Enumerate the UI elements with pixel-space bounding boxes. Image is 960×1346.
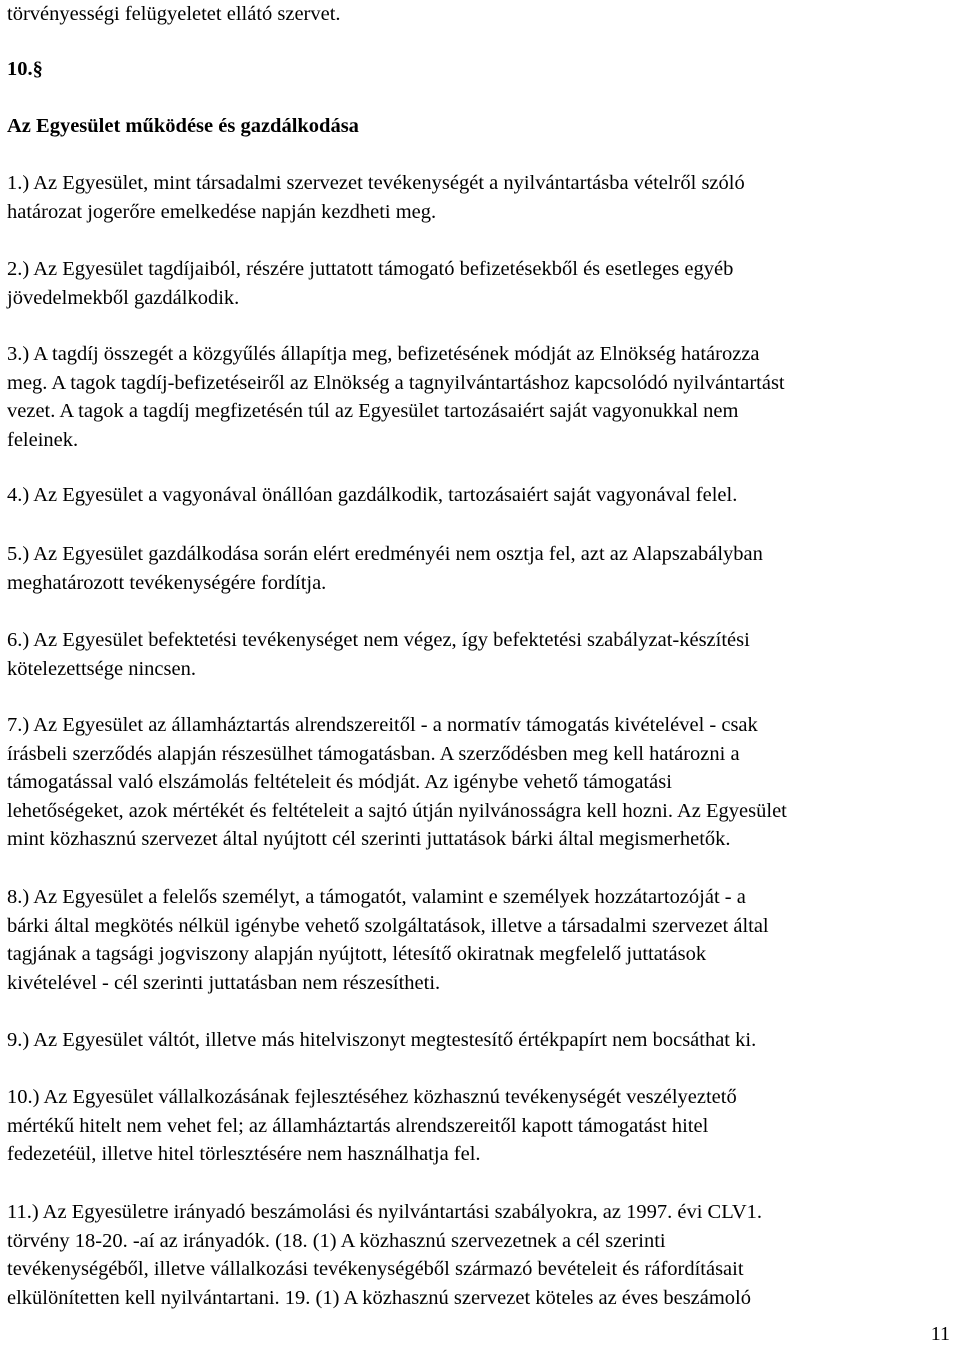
paragraph-1: 1.) Az Egyesület, mint társadalmi szervezet tevékenységét a nyilvántartásba vételről szóló határozat jogerőre emelkedése napján kezdheti meg. <box>7 172 745 223</box>
section-number: 10.§ <box>7 58 43 80</box>
paragraph-8: 8.) Az Egyesület a felelős személyt, a támogatót, valamint e személyek hozzátartozóját - a bárki által megkötés nélkül igénybe vehető szolgáltatások, illetve a társadalmi szervezet által tagjának a tagsági jogviszony alapján nyújtott, létesítő okiratnak megfelelő juttatások kivételével - cél szerinti juttatásban nem részesítheti. <box>7 886 769 994</box>
paragraph-11: 11.) Az Egyesületre irányadó beszámolási és nyilvántartási szabályokra, az 1997. évi CLV1. törvény 18-20. -aí az irányadók. (18. (1) A közhasznú szervezetnek a cél szerinti tevékenységéből, illetve vállalkozási tevékenységéből származó bevételeit és ráfordításait elkülönítetten kell nyilvántartani. 19. (1) A közhasznú szervezet köteles az éves beszámoló <box>7 1201 763 1309</box>
paragraph-10: 10.) Az Egyesület vállalkozásának fejlesztéséhez közhasznú tevékenységét veszélyeztető mértékű hitelt nem vehet fel; az államháztartás alrendszereitől kapott támogatást hitel fedezetéül, illetve hitel törlesztésére nem használhatja fel. <box>7 1086 737 1166</box>
paragraph-3: 3.) A tagdíj összegét a közgyűlés állapítja meg, befizetésének módját az Elnökség határozza meg. A tagok tagdíj-befizetéseiről az Elnökség a tagnyilvántartáshoz kapcsolódó nyilvántartást vezet. A tagok a tagdíj megfizetésén túl az Egyesület tartozásaiért saját vagyonukkal nem feleinek. <box>7 343 785 451</box>
top-line: törvényességi felügyeletet ellátó szervet. <box>7 3 341 25</box>
paragraph-7: 7.) Az Egyesület az államháztartás alrendszereitől - a normatív támogatás kivételével - csak írásbeli szerződés alapján részesülhet támogatásban. A szerződésben meg kell határozni a támogatással való elszámolás feltételeit és módját. Az igénybe vehető támogatási lehetőségeket, azok mértékét és feltételeit a sajtó útján nyilvánosságra kell hozni. Az Egyesület mint közhasznú szervezet által nyújtott cél szerinti juttatások bárki által megismerhetők. <box>7 714 787 851</box>
paragraph-2: 2.) Az Egyesület tagdíjaiból, részére juttatott támogató befizetésekből és esetleges egyéb jövedelmekből gazdálkodik. <box>7 258 734 309</box>
paragraph-9: 9.) Az Egyesület váltót, illetve más hitelviszonyt megtestesítő értékpapírt nem bocsáthat ki. <box>7 1029 757 1051</box>
paragraph-6: 6.) Az Egyesület befektetési tevékenységet nem végez, így befektetési szabályzat-készítési kötelezettsége nincsen. <box>7 629 750 680</box>
paragraph-4: 4.) Az Egyesület a vagyonával önállóan gazdálkodik, tartozásaiért saját vagyonával felel. <box>7 484 738 506</box>
paragraph-5: 5.) Az Egyesület gazdálkodása során elért eredményéi nem osztja fel, azt az Alapszabályban meghatározott tevékenységére fordítja. <box>7 543 763 594</box>
section-title: Az Egyesület működése és gazdálkodása <box>7 115 359 137</box>
page-number: 11 <box>930 1323 950 1345</box>
